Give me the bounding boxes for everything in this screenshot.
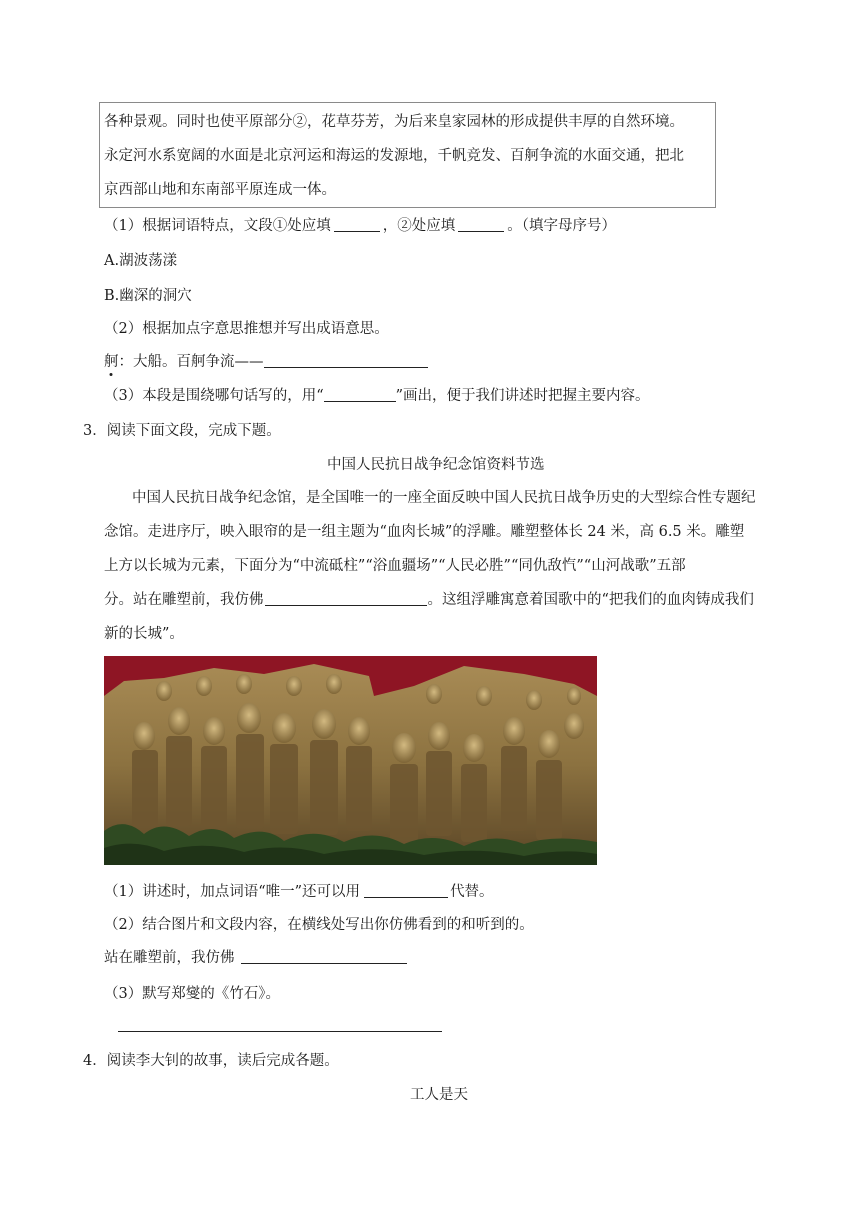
- q4-heading: 4．阅读李大钊的故事，读后完成各题。: [83, 1053, 339, 1069]
- q3-sub2-answer-text: 站在雕塑前，我仿佛: [104, 950, 235, 966]
- q3-heading: 3．阅读下面文段，完成下题。: [83, 423, 281, 439]
- q3-sub1: [104, 882, 494, 902]
- q3-sub3: （3）默写郑燮的《竹石》。: [104, 986, 280, 1002]
- q3-sub2: （2）结合图片和文段内容，在横线处写出你仿佛看到的和听到的。: [104, 917, 534, 933]
- q2-sub1-text-c: 。（填字母序号）: [507, 218, 616, 234]
- q2-sub2: （2）根据加点字意思推想并写出成语意思。: [104, 321, 389, 337]
- q3-title: 中国人民抗日战争纪念馆资料节选: [327, 457, 545, 473]
- q2-sub2-meaning: ：大船。百舸争流——: [118, 354, 264, 370]
- q3-para-line-4a: 分。站在雕塑前，我仿佛: [104, 592, 264, 608]
- q3-para-line-3: 上方以长城为元素，下面分为“中流砥柱”“浴血疆场”“人民必胜”“同仇敌忾”“山河战歌”五部: [104, 558, 686, 574]
- q3-para-blank[interactable]: [265, 591, 427, 606]
- emphasis-char: 舸: [104, 354, 119, 370]
- q4-title: 工人是天: [410, 1087, 468, 1103]
- q3-para-line-4: [104, 590, 754, 610]
- q3-sub2-answer: [104, 948, 410, 968]
- q2-sub3-text-a: （3）本段是围绕哪句话写的，用“: [104, 388, 324, 404]
- q3-sub2-blank[interactable]: [241, 949, 407, 964]
- q2-option-b: B.幽深的洞穴: [104, 288, 192, 304]
- q3-para-line-1: 中国人民抗日战争纪念馆，是全国唯一的一座全面反映中国人民抗日战争历史的大型综合性专题纪: [132, 490, 756, 506]
- q3-para-line-4b: 。这组浮雕寓意着国歌中的“把我们的血肉铸成我们: [427, 592, 754, 608]
- relief-sculpture-photo: [104, 656, 597, 865]
- passage-line-2: 永定河水系宽阔的水面是北京河运和海运的发源地，千帆竞发、百舸争流的水面交通，把北: [104, 148, 684, 164]
- q3-para-line-2: 念馆。走进序厅，映入眼帘的是一组主题为“血肉长城”的浮雕。雕塑整体长 24 米，高 6.5 米。雕塑: [104, 524, 745, 540]
- q2-blank-1[interactable]: [334, 217, 380, 232]
- q3-sub1-blank[interactable]: [364, 883, 448, 898]
- q3-sub1-text-b: 代替。: [450, 884, 494, 900]
- q2-sub2-blank[interactable]: [264, 353, 428, 368]
- q2-sub3-text-b: ”画出，便于我们讲述时把握主要内容。: [395, 388, 650, 404]
- q2-option-a: A.湖波荡漾: [104, 253, 178, 269]
- passage-line-3: 京西部山地和东南部平原连成一体。: [104, 182, 336, 198]
- q2-sub3-blank[interactable]: [324, 387, 396, 402]
- q2-sub1: [104, 216, 616, 236]
- passage-line-1: 各种景观。同时也使平原部分②，花草芬芳，为后来皇家园林的形成提供丰厚的自然环境。: [104, 114, 684, 130]
- q2-sub2-answer: [104, 352, 431, 372]
- q2-sub3: [104, 386, 650, 406]
- q2-sub1-text-a: （1）根据词语特点，文段①处应填: [104, 218, 331, 234]
- q3-para-line-5: 新的长城”。: [104, 626, 184, 642]
- q2-sub1-text-b: ，②处应填: [382, 218, 456, 234]
- q3-sub3-answer-line[interactable]: [118, 1031, 442, 1032]
- q3-sub1-text-a: （1）讲述时，加点词语“唯一”还可以用: [104, 884, 361, 900]
- q2-blank-2[interactable]: [458, 217, 504, 232]
